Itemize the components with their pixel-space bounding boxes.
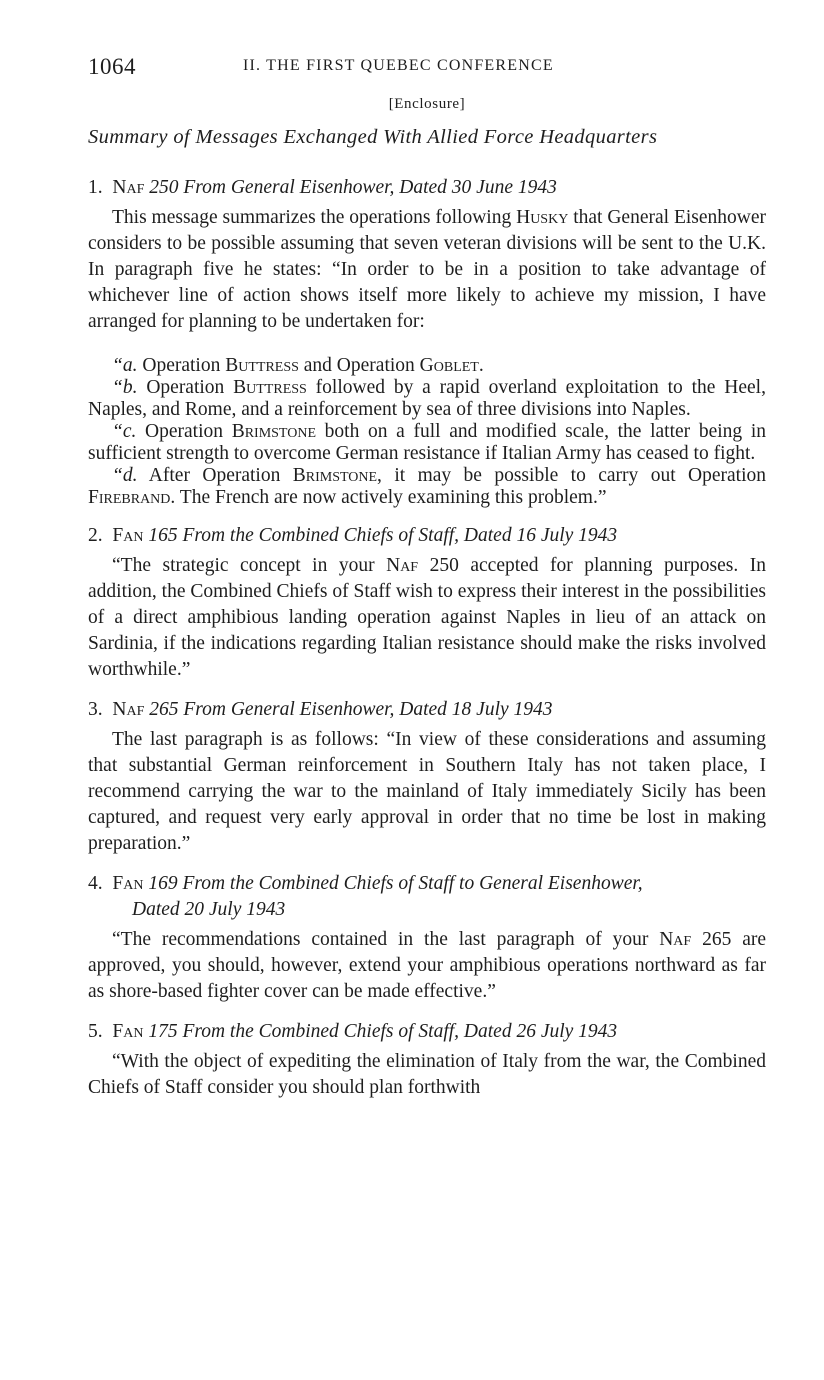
enclosure-label: [Enclosure] (388, 96, 466, 112)
planning-item-c: “c. Operation Brimstone both on a full and modified scale, the latter being in sufficient strength to overcome German resistance if Italian Army has ceased to fight. (88, 421, 766, 464)
message-heading-5: 5. Fan 175 From the Combined Chiefs of Staff, Dated 26 July 1943 (88, 1021, 618, 1042)
planning-item-d: “d. After Operation Brimstone, it may be possible to carry out Operation Firebrand. The French are now actively examining this problem.” (88, 465, 766, 508)
message-heading-4: 4. Fan 169 From the Combined Chiefs of Staff to General Eisenhower, Dated 20 July 1943 (88, 873, 643, 920)
running-head (88, 52, 766, 86)
message-paragraph-5: “With the object of expediting the elimination of Italy from the war, the Combined Chiefs of Staff consider you should plan forthwith (88, 1051, 766, 1098)
message-heading-1: 1. Naf 250 From General Eisenhower, Dated 30 June 1943 (88, 177, 557, 198)
document-page (88, 52, 766, 1101)
planning-item-a: “a. Operation Buttress and Operation Goblet. (112, 355, 484, 376)
message-heading-2: 2. Fan 165 From the Combined Chiefs of Staff, Dated 16 July 1943 (88, 525, 618, 546)
message-paragraph-2: “The strategic concept in your Naf 250 accepted for planning purposes. In addition, the Combined Chiefs of Staff wish to express their interest in the possibilities of a direct amphibious landing operation against Naples in lieu of an attack on Sardinia, if the indications regarding Italian resistance should make the risks involved worthwhile.” (88, 555, 766, 680)
running-title: II. THE FIRST QUEBEC CONFERENCE (243, 57, 554, 74)
planning-item-b: “b. Operation Buttress followed by a rapid overland exploitation to the Heel, Naples, and Rome, and a reinforcement by sea of three divisions into Naples. (88, 377, 766, 420)
planning-list (88, 355, 766, 509)
message-heading-3: 3. Naf 265 From General Eisenhower, Dated 18 July 1943 (88, 699, 553, 720)
message-paragraph-3: The last paragraph is as follows: “In view of these considerations and assuming that substantial German reinforcement in Southern Italy has not taken place, I recommend carrying the war to the mainland of Italy immediately Sicily has been captured, and request very early approval in order that no time be lost in making preparation.” (88, 729, 766, 854)
page-number: 1064 (88, 54, 136, 79)
message-paragraph-1: This message summarizes the operations following Husky that General Eisenhower considers to be possible assuming that seven veteran divisions will be sent to the U.K. In paragraph five he states: “In order to be in a position to take advantage of whichever line of action shows itself more likely to achieve my mission, I have arranged for planning to be undertaken for: (88, 207, 766, 332)
summary-title: Summary of Messages Exchanged With Allied Force Headquarters (88, 126, 658, 148)
message-paragraph-4: “The recommendations contained in the last paragraph of your Naf 265 are approved, you should, however, extend your amphibious operations northward as far as shore-based fighter cover can be made effective.” (88, 929, 766, 1002)
